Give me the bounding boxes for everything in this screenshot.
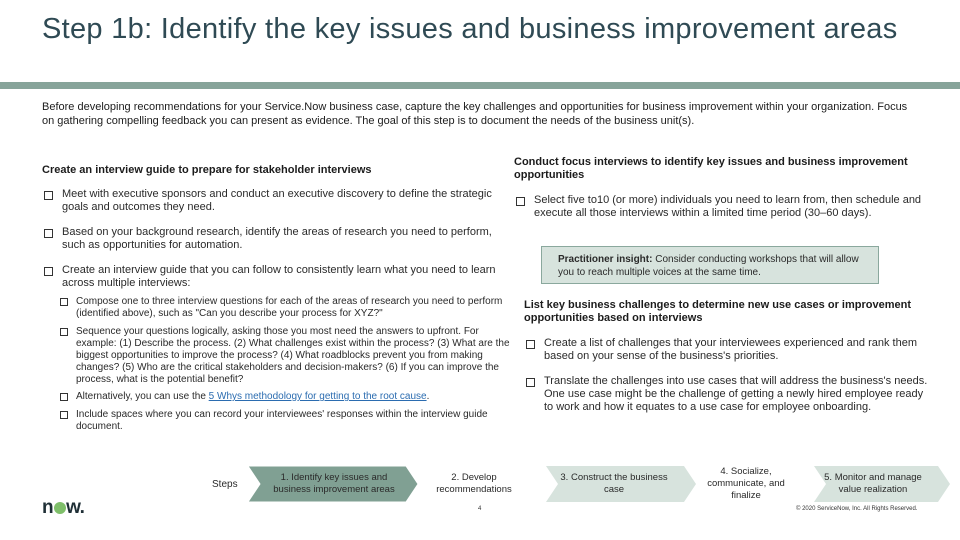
right-heading-challenges: List key business challenges to determine new use cases or improvement opportunities based on interviews [524, 299, 911, 324]
step-5-label: 5. Monitor and manage value realization [824, 472, 922, 495]
checkbox-icon [44, 191, 53, 200]
checkbox-icon [44, 229, 53, 238]
checklist-subitem: Include spaces where you can record your interviewees' responses within the interview guide document. [58, 409, 510, 433]
checklist-subitem: Alternatively, you can use the 5 Whys methodology for getting to the root cause. [58, 391, 510, 403]
steps-label: Steps [212, 479, 238, 490]
checklist-subitem: Sequence your questions logically, asking those you most need the answers to upfront. For example: (1) Describe the process. (2) What challenges exist within the process? (3) What are the biggest opportunities to improve the process? (4) What roadblocks prevent you from making changes? (5) Who are the critical stakeholders and decision-makers? (6) If you can improve the process, what is the potential benefit? [58, 326, 510, 386]
checklist-item: Translate the challenges into use cases that will address the business's needs. One use case might be the challenge of getting a newly hired employee ready to work and how it equates to a use case for employee onboarding. [524, 375, 934, 414]
checkbox-icon [516, 197, 525, 206]
five-whys-link[interactable]: 5 Whys methodology for getting to the root cause [208, 391, 427, 402]
servicenow-logo: n w. [42, 497, 85, 518]
page-number: 4 [478, 506, 482, 512]
step-1-label: 1. Identify key issues and business improvement areas [273, 472, 395, 495]
checkbox-icon [526, 340, 535, 349]
checklist-item: Create a list of challenges that your interviewees experienced and rank them based on your sense of the business's priorities. [524, 337, 934, 363]
checklist-subitem: Compose one to three interview questions for each of the areas of research you need to perform (identified above), such as "Can you describe your process for XYZ?" [58, 296, 510, 320]
copyright: © 2020 ServiceNow, Inc. All Rights Reserved. [796, 506, 918, 512]
checkbox-icon [526, 378, 535, 387]
insight-text: Consider conducting workshops that will allow you to reach multiple voices at the same time. [558, 254, 859, 278]
checkbox-icon [44, 267, 53, 276]
checklist-item: Based on your background research, identify the areas of research you need to perform, such as opportunities for automation. [42, 226, 492, 252]
intro-paragraph: Before developing recommendations for your Service.Now business case, capture the key challenges and opportunities for business improvement within your organization. Focus on gathering compelling feedback you can present as evidence. The goal of this step is to document the needs of the business unit(s). [42, 101, 908, 127]
checklist-item: Create an interview guide that you can follow to consistently learn what you need to learn across multiple interviews: [42, 264, 508, 290]
checkbox-icon [60, 298, 68, 306]
page-title: Step 1b: Identify the key issues and business improvement areas [42, 13, 898, 45]
step-2-label: 2. Develop recommendations [436, 472, 512, 495]
insight-label: Practitioner insight: [558, 254, 653, 265]
checkbox-icon [60, 411, 68, 419]
step-3-label: 3. Construct the business case [560, 472, 668, 495]
checkbox-icon [60, 393, 68, 401]
logo-o-icon [54, 502, 66, 514]
checklist-item: Meet with executive sponsors and conduct an executive discovery to define the strategic goals and outcomes they need. [42, 188, 492, 214]
title-divider [0, 82, 960, 89]
checkbox-icon [60, 328, 68, 336]
checklist-item: Select five to10 (or more) individuals you need to learn from, then schedule and execute all those interviews within a limited time period (30–60 days). [514, 194, 934, 220]
practitioner-insight-box [541, 246, 879, 284]
right-heading-interviews: Conduct focus interviews to identify key issues and business improvement opportunities [514, 156, 908, 181]
left-heading: Create an interview guide to prepare for stakeholder interviews [42, 164, 372, 176]
step-4-label: 4. Socialize, communicate, and finalize [707, 466, 785, 501]
